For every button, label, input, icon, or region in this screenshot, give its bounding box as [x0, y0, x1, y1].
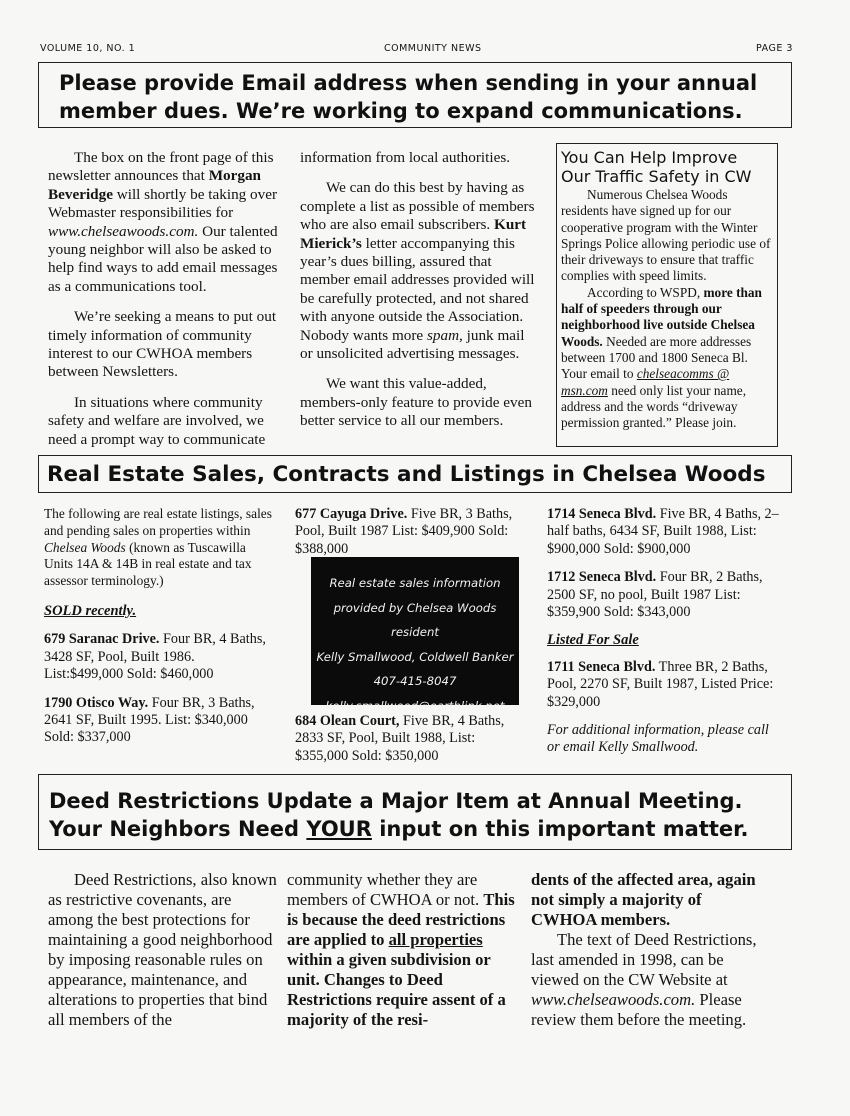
- deed-banner-line2: Your Neighbors Need YOUR input on this important matter.: [49, 817, 749, 841]
- deed-website-url[interactable]: www.chelseawoods.com.: [531, 990, 696, 1009]
- text-span: letter accompanying this year’s dues billing, assured that member email addresses provided will be carefully protected, and not shared with anyone outside the Association. Nobody wants more: [300, 234, 535, 344]
- text-span: Needed are more addresses between 1700 and 1800 Seneca Bl. Your email to: [561, 333, 752, 382]
- deed-col2: [287, 870, 519, 1030]
- realestate-banner-title: Real Estate Sales, Contracts and Listings in Chelsea Woods: [47, 462, 766, 487]
- realestate-banner: [38, 455, 792, 493]
- agent-info-box: [311, 557, 519, 713]
- email-banner-line2: member dues. We’re working to expand communications.: [59, 99, 743, 123]
- text-span: Our talented young neighbor will also be asked to help find ways to add email messages as a communications tool.: [48, 222, 278, 295]
- newsletter-name: COMMUNITY NEWS: [384, 43, 482, 54]
- property-listing: 679 Saranac Drive. Four BR, 4 Baths, 3428 SF, Pool, Built 1986. List:$499,000 Sold: $460,000: [44, 631, 266, 683]
- email-article-col1: [48, 149, 288, 461]
- all-properties-underline: all properties: [388, 930, 483, 949]
- sold-heading: SOLD recently.: [44, 602, 137, 619]
- realestate-col1: [44, 506, 276, 758]
- kurt-name: Kurt Mierick’s: [300, 216, 527, 252]
- text-span: junk mail or unsolicited advertising messages.: [300, 326, 525, 363]
- agent-line1: Real estate sales information: [329, 576, 501, 590]
- morgan-name: Morgan Beveridge: [48, 167, 261, 203]
- volume-label: VOLUME 10, NO. 1: [40, 43, 136, 54]
- realestate-footnote: For additional information, please call or email Kelly Smallwood.: [547, 722, 769, 756]
- website-url[interactable]: www.chelseawoods.com.: [48, 222, 199, 240]
- email-banner-line1: Please provide Email address when sending in your annual: [59, 71, 758, 95]
- deed-col3-bold: dents of the affected area, again not simply a majority of CWHOA members.: [531, 870, 756, 929]
- traffic-safety-box: [556, 143, 778, 447]
- deed-bold-b: within a given subdivision or unit. Changes to Deed Restrictions require assent of a majority of the resi-: [287, 950, 506, 1029]
- text-span: (known as Tuscawilla Units 14A & 14B in real estate and tax assessor terminology.): [44, 539, 252, 589]
- realestate-col2-bottom: [295, 713, 527, 776]
- property-listing: 1712 Seneca Blvd. Four BR, 2 Baths, 2500 SF, no pool, Built 1987 List: $359,900 Sold: $343,000: [547, 569, 763, 621]
- property-listing: 684 Olean Court, Five BR, 4 Baths, 2833 SF, Pool, Built 1988, List: $355,000 Sold: $350,000: [295, 713, 505, 764]
- text-span: We can do this best by having as complete a list as possible of members who are also email subscribers.: [300, 179, 535, 234]
- page-number: PAGE 3: [756, 43, 793, 54]
- deed-banner: [38, 774, 792, 850]
- chelsea-woods-italic: Chelsea Woods: [44, 539, 126, 555]
- property-listing: 1790 Otisco Way. Four BR, 3 Baths, 2641 SF, Built 1995. List: $340,000 Sold: $337,000: [44, 694, 255, 746]
- traffic-p1: Numerous Chelsea Woods residents have signed up for our cooperative program with the Winter Springs Police allowing periodic use of their driveways to ensure that traffic complies with speed limits.: [561, 187, 771, 284]
- deed-banner-line1: Deed Restrictions Update a Major Item at Annual Meeting.: [49, 789, 743, 813]
- paragraph: information from local authorities.: [300, 149, 511, 166]
- listed-heading: Listed For Sale: [547, 632, 639, 649]
- text-span: The box on the front page of this newsletter announces that: [48, 149, 274, 185]
- agent-line3: Kelly Smallwood, Coldwell Banker: [316, 649, 514, 664]
- property-listing: 1714 Seneca Blvd. Five BR, 4 Baths, 2– half baths, 6434 SF, Built 1988, List: $900,000 Sold: $900,000: [547, 506, 779, 557]
- traffic-title-line2: Our Traffic Safety in CW: [561, 167, 752, 186]
- traffic-email-link[interactable]: chelseacomms @ msn.com: [561, 366, 730, 398]
- deed-col3: [531, 870, 771, 1030]
- property-listing: 1711 Seneca Blvd. Three BR, 2 Baths, Pool, 2270 SF, Built 1987, Listed Price: $329,000: [547, 658, 774, 710]
- traffic-box-title: [561, 148, 773, 186]
- deed-col1: Deed Restrictions, also known as restrictive covenants, are among the best protections for maintaining a good neighborhood by imposing reasonable rules on appearance, maintenance, and alterations to properties that bind all members of the: [48, 870, 277, 1029]
- email-article-col2: [300, 149, 540, 443]
- traffic-title-line1: You Can Help Improve: [561, 148, 738, 167]
- text-span: The text of Deed Restrictions, last amended in 1998, can be viewed on the CW Website at: [531, 930, 757, 989]
- text-span: According to WSPD,: [587, 284, 704, 300]
- text-span: need only list your name, address and the words “driveway permission granted.” Please join.: [561, 382, 747, 431]
- realestate-col3: [547, 506, 779, 768]
- text-span: The following are real estate listings, sales and pending sales on properties within: [44, 506, 272, 538]
- agent-email[interactable]: kelly.smallwood@earthlink.net: [325, 698, 505, 713]
- text-span: community whether they are members of CWHOA or not.: [287, 870, 484, 909]
- text-span: Please review them before the meeting.: [531, 990, 747, 1029]
- spam-word: spam,: [426, 326, 463, 344]
- paragraph: We’re seeking a means to put out timely information of community interest to our CWHOA members between Newsletters.: [48, 308, 277, 381]
- email-banner: [38, 62, 792, 128]
- agent-line2: provided by Chelsea Woods resident: [333, 600, 497, 639]
- property-listing: 677 Cayuga Drive. Five BR, 3 Baths, Pool, Built 1987 List: $409,900 Sold: $388,000: [295, 506, 513, 557]
- text-span: will shortly be taking over Webmaster responsibilities for: [48, 185, 278, 222]
- your-emphasis: YOUR: [306, 817, 372, 841]
- deed-bold-a: This is because the deed restrictions are applied to: [287, 890, 515, 949]
- paragraph: In situations where community safety and welfare are involved, we need a prompt way to communicate: [48, 393, 266, 448]
- paragraph: We want this value-added, members-only feature to provide even better service to all our members.: [300, 375, 532, 430]
- agent-phone: 407-415-8047: [373, 674, 457, 688]
- speeders-bold: more than half of speeders through our neighborhood live outside Chelsea Woods.: [561, 284, 762, 349]
